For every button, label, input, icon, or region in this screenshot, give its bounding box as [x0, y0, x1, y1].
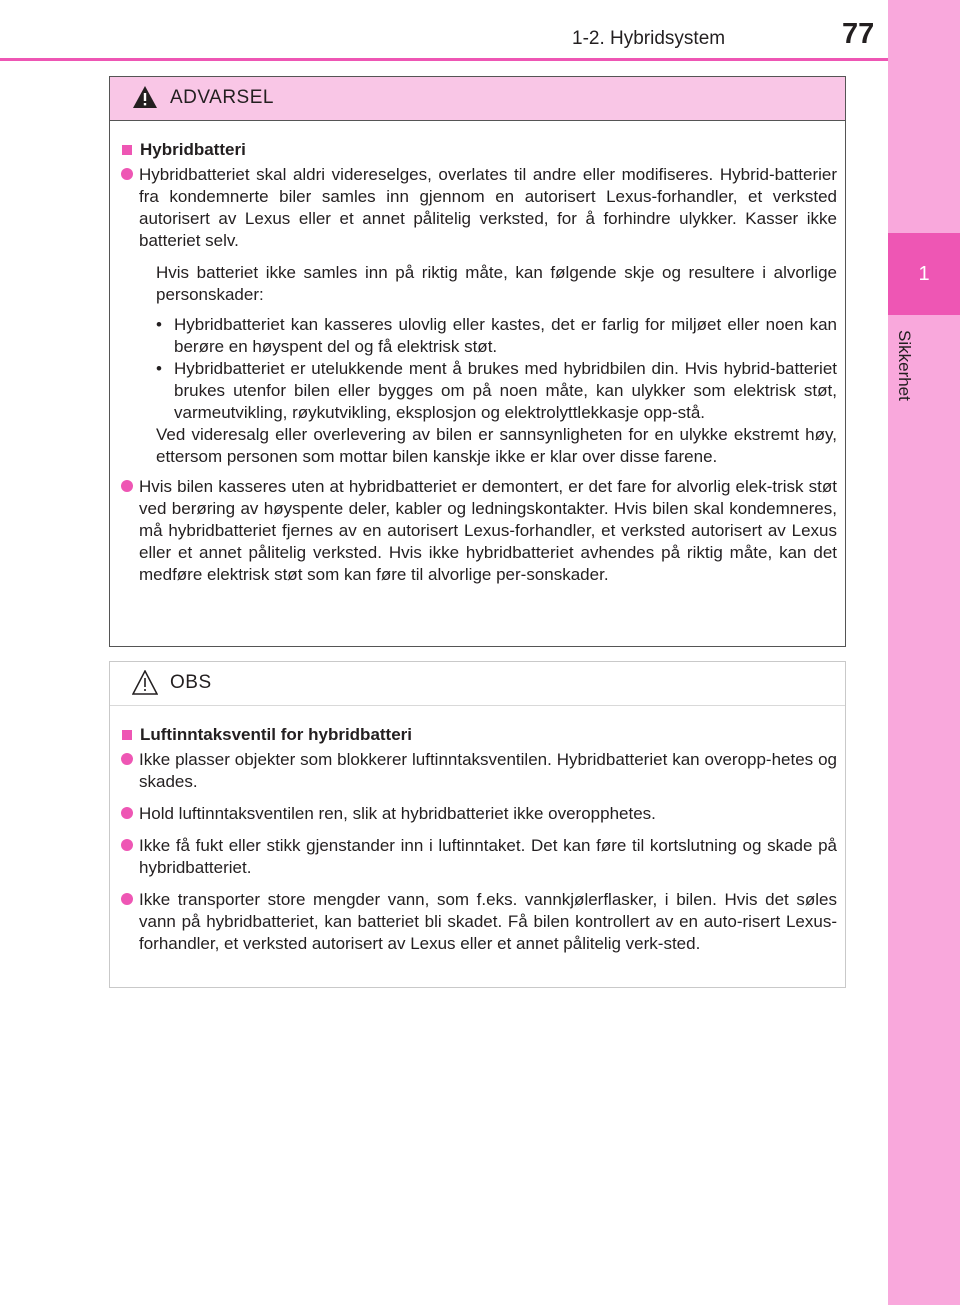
- notice-section-title: Luftinntaksventil for hybridbatteri: [140, 725, 413, 744]
- warning-header: [110, 77, 845, 121]
- warning-section-title: Hybridbatteri: [140, 140, 246, 159]
- notice-bullet-text: Ikke plasser objekter som blokkerer luftinntaksventilen. Hybridbatteriet kan overopp-hetes og skades.: [139, 750, 837, 791]
- notice-bullet: [118, 749, 837, 793]
- warning-bullet-text: Hvis bilen kasseres uten at hybridbatteriet er demontert, er det fare for alvorlig elek-trisk støt ved berøring av høyspente deler, kabler og ledningskontakter. Hvis bilen skal kondemneres, må hybridbatteriet fjernes av en autorisert Lexus-forhandler, et verksted autorisert av Lexus eller et annet pålitelig verksted. Hvis ikke hybridbatteriet avhendes på riktig måte, kan det medføre elektrisk støt som kan føre til alvorlige per-sonskader.: [139, 477, 837, 584]
- warning-box: [109, 76, 846, 647]
- warning-title: ADVARSEL: [170, 87, 274, 108]
- notice-bullet-text: Ikke få fukt eller stikk gjenstander inn i luftinntaket. Det kan føre til kortslutning og skade på hybridbatteriet.: [139, 836, 837, 877]
- round-bullet-icon: [121, 480, 133, 492]
- warning-paragraph: Hvis batteriet ikke samles inn på riktig måte, kan følgende skje og resultere i alvorlige personskader:: [156, 263, 837, 304]
- sub-bullet: •: [156, 359, 162, 378]
- notice-bullet: [118, 835, 837, 879]
- notice-header: [110, 662, 845, 706]
- warning-bullet-text: Hybridbatteriet skal aldri videreselges, overlates til andre eller modifiseres. Hybrid-batterier fra kondemnerte biler samles inn gjennom en autorisert Lexus-forhandler, et verksted autorisert av Lexus eller et annet pålitelig verksted, for å forhindre ulykker. Kasser ikke batteriet selv.: [139, 165, 837, 250]
- chapter-label: Sikkerhet: [895, 330, 914, 401]
- notice-bullet-text: Hold luftinntaksventilen ren, slik at hybridbatteriet ikke overopphetes.: [139, 804, 656, 823]
- warning-subitem: [156, 314, 837, 358]
- section-header: 1-2. Hybridsystem: [572, 28, 726, 49]
- header-rule: [0, 58, 888, 61]
- round-bullet-icon: [121, 807, 133, 819]
- page-number: 77: [842, 18, 875, 50]
- warning-body: [110, 121, 845, 586]
- warning-subitem-text: Hybridbatteriet er utelukkende ment å brukes med hybridbilen din. Hvis hybrid-batteriet brukes utenfor bilen eller bygges om på noen måte, kan ulykker som elektrisk støt, varmeutvikling, røykutvikling, eksplosjon og elektrolyttlekkasje opp-stå.: [174, 359, 837, 422]
- round-bullet-icon: [121, 839, 133, 851]
- chapter-tab: 1: [888, 233, 960, 315]
- notice-box: [109, 661, 846, 988]
- warning-section-heading: [118, 139, 837, 161]
- notice-bullet: [118, 803, 837, 825]
- warning-bullet: [118, 164, 837, 252]
- warning-bullet: [118, 476, 837, 586]
- round-bullet-icon: [121, 753, 133, 765]
- square-bullet-icon: [122, 730, 132, 740]
- warning-paragraph: Ved videresalg eller overlevering av bilen er sannsynligheten for en ulykke ekstremt høy, ettersom personen som mottar bilen kanskje ikke er klar over disse farene.: [156, 425, 837, 466]
- notice-bullet: [118, 889, 837, 955]
- notice-bullet-text: Ikke transporter store mengder vann, som f.eks. vannkjølerflasker, i bilen. Hvis det søles vann på hybridbatteriet, kan batteriet bli skadet. Få bilen kontrollert av en auto-risert Lexus-forhandler, et verksted autorisert av Lexus eller et annet pålitelig verk-sted.: [139, 890, 837, 953]
- caution-triangle-icon: [132, 670, 158, 701]
- round-bullet-icon: [121, 168, 133, 180]
- notice-section-heading: [118, 724, 837, 746]
- sub-bullet: •: [156, 315, 162, 334]
- notice-body: [110, 706, 845, 955]
- square-bullet-icon: [122, 145, 132, 155]
- chapter-sidebar: [888, 0, 960, 1305]
- warning-triangle-icon: [132, 85, 158, 114]
- round-bullet-icon: [121, 893, 133, 905]
- notice-title: OBS: [170, 672, 212, 693]
- warning-subitem-text: Hybridbatteriet kan kasseres ulovlig eller kastes, det er farlig for miljøet eller noen kan berøre en høyspent del og få elektrisk støt.: [174, 315, 837, 356]
- warning-subitem: [156, 358, 837, 424]
